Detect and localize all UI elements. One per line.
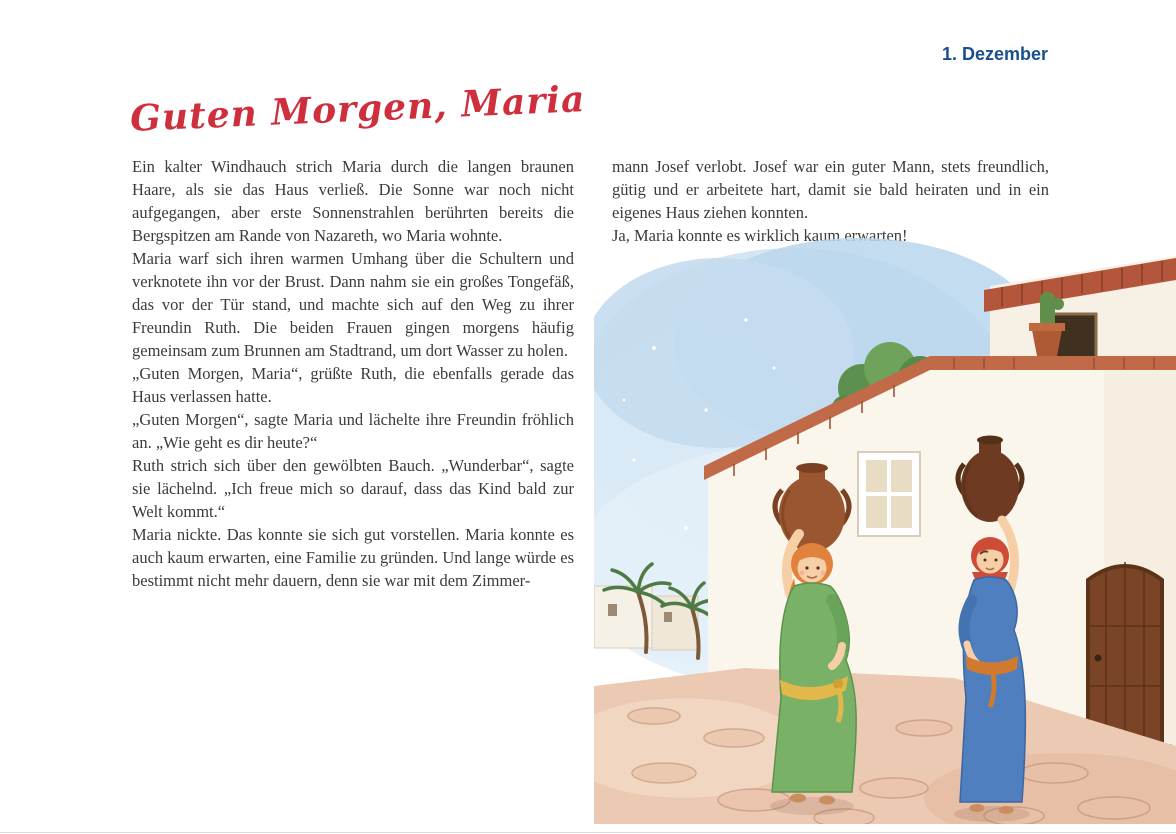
- date-header: 1. Dezember: [941, 44, 1048, 64]
- page-bottom-edge: [0, 832, 1176, 833]
- illustration-shadow: [770, 797, 854, 815]
- story-paragraph: Ja, Maria konnte es wirklich kaum erwarten!: [612, 226, 908, 245]
- story-illustration: [594, 228, 1176, 824]
- figure-maria: [958, 436, 1025, 815]
- story-paragraph: Maria warf sich ihren warmen Umhang über die Schultern und verknotete ihn vor der Brust. Dann nahm sie ein großes Tongefäß, das vor der Tür stand, und machte sich auf den Weg zu ihrer Freundin Ruth. Die beiden Frauen gingen morgens häufig gemeinsam zum Brunnen am Stadtrand, um dort Wasser zu holen.: [132, 249, 574, 360]
- figure-ruth: [772, 463, 856, 805]
- story-paragraph: Ein kalter Windhauch strich Maria durch die langen braunen Haare, als sie das Haus verließ. Die Sonne war noch nicht aufgegangen, aber erste Sonnenstrahlen berührten bereits die Bergspitzen am Rande von Nazareth, wo Maria wohnte.: [132, 157, 574, 245]
- story-title: Guten Morgen, Maria: [129, 78, 587, 140]
- illustration-shadow: [954, 806, 1030, 822]
- story-paragraph: mann Josef verlobt. Josef war ein guter Mann, stets freundlich, gütig und er arbeitete hart, damit sie bald heiraten und in ein eigenes Haus ziehen konnten.: [612, 157, 1049, 222]
- story-paragraph: „Guten Morgen, Maria“, grüßte Ruth, die ebenfalls gerade das Haus verlassen hatte.: [132, 364, 574, 406]
- story-paragraph: Ruth strich sich über den gewölbten Bauch. „Wunderbar“, sagte sie lächelnd. „Ich freue mich so darauf, dass das Kind bald zur Welt kommt.“: [132, 456, 574, 521]
- story-paragraph: Maria nickte. Das konnte sie sich gut vorstellen. Maria konnte es auch kaum erwarten, eine Familie zu gründen. Und lange würde es bestimmt nicht mehr dauern, denn sie war mit dem Zimmer-: [132, 525, 574, 590]
- illustration-window: [858, 452, 920, 536]
- text-column-left: [132, 155, 574, 592]
- story-paragraph: „Guten Morgen“, sagte Maria und lächelte ihre Freundin fröhlich an. „Wie geht es dir heute?“: [132, 410, 574, 452]
